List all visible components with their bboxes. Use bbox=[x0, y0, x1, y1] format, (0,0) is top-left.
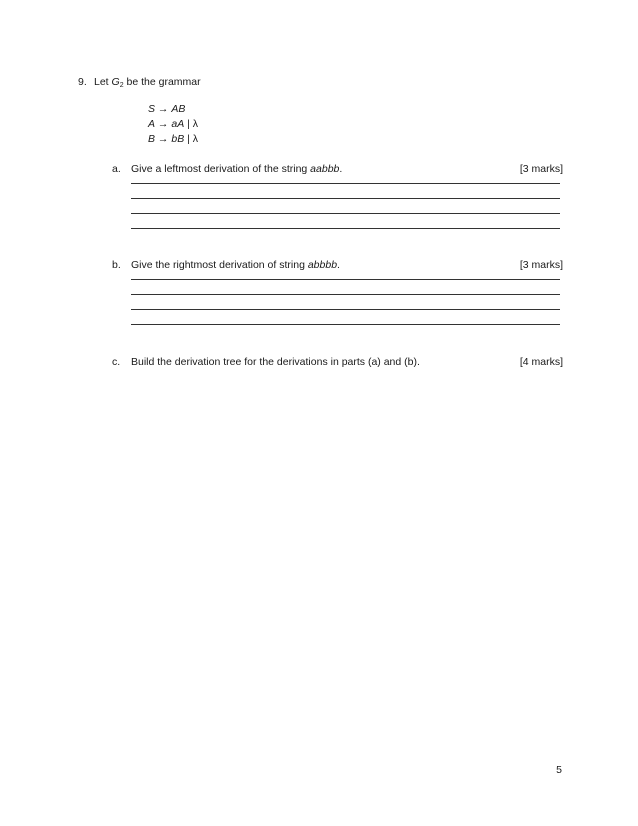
part-b-text bbox=[131, 259, 340, 271]
answer-line[interactable] bbox=[131, 324, 560, 325]
part-a-letter: a. bbox=[112, 163, 121, 175]
part-c-letter: c. bbox=[112, 356, 121, 368]
production-alt: | λ bbox=[184, 133, 199, 145]
part-b-prompt: Give the rightmost derivation of string bbox=[131, 259, 308, 271]
part-b-period: . bbox=[337, 259, 340, 271]
grammar-symbol: G bbox=[111, 76, 120, 88]
intro-suffix: be the grammar bbox=[123, 76, 201, 88]
production-lhs: A bbox=[148, 118, 156, 130]
part-a-marks: [3 marks] bbox=[519, 163, 563, 175]
part-b-letter: b. bbox=[112, 259, 121, 271]
production-lhs: S bbox=[148, 103, 156, 115]
production-arrow: → bbox=[155, 118, 172, 130]
question-intro bbox=[94, 76, 201, 89]
intro-prefix: Let bbox=[94, 76, 112, 88]
production-alt: | λ bbox=[184, 118, 199, 130]
production-rhs: AB bbox=[171, 103, 186, 115]
production-lhs: B bbox=[148, 133, 156, 145]
part-c-marks: [4 marks] bbox=[519, 356, 563, 368]
part-a-string: aabbb bbox=[310, 163, 340, 175]
answer-line[interactable] bbox=[131, 309, 560, 310]
page-number: 5 bbox=[556, 764, 562, 776]
part-a-text bbox=[131, 163, 342, 175]
answer-line[interactable] bbox=[131, 213, 560, 214]
part-b-marks: [3 marks] bbox=[519, 259, 563, 271]
question-number: 9. bbox=[78, 76, 87, 88]
answer-line[interactable] bbox=[131, 279, 560, 280]
part-c-text: Build the derivation tree for the derivations in parts (a) and (b). bbox=[131, 356, 420, 368]
grammar-subscript: 2 bbox=[119, 82, 124, 89]
answer-line[interactable] bbox=[131, 294, 560, 295]
production-arrow: → bbox=[155, 133, 172, 145]
part-a-prompt: Give a leftmost derivation of the string bbox=[131, 163, 311, 175]
answer-line[interactable] bbox=[131, 198, 560, 199]
production-rhs: bB bbox=[171, 133, 185, 145]
production-s bbox=[148, 103, 185, 115]
answer-line[interactable] bbox=[131, 183, 560, 184]
production-b bbox=[148, 133, 198, 145]
part-b-string: abbbb bbox=[307, 259, 338, 271]
part-a-period: . bbox=[339, 163, 343, 175]
production-arrow: → bbox=[155, 103, 172, 115]
production-rhs: aA bbox=[171, 118, 185, 130]
production-a bbox=[148, 118, 198, 130]
answer-line[interactable] bbox=[131, 228, 560, 229]
